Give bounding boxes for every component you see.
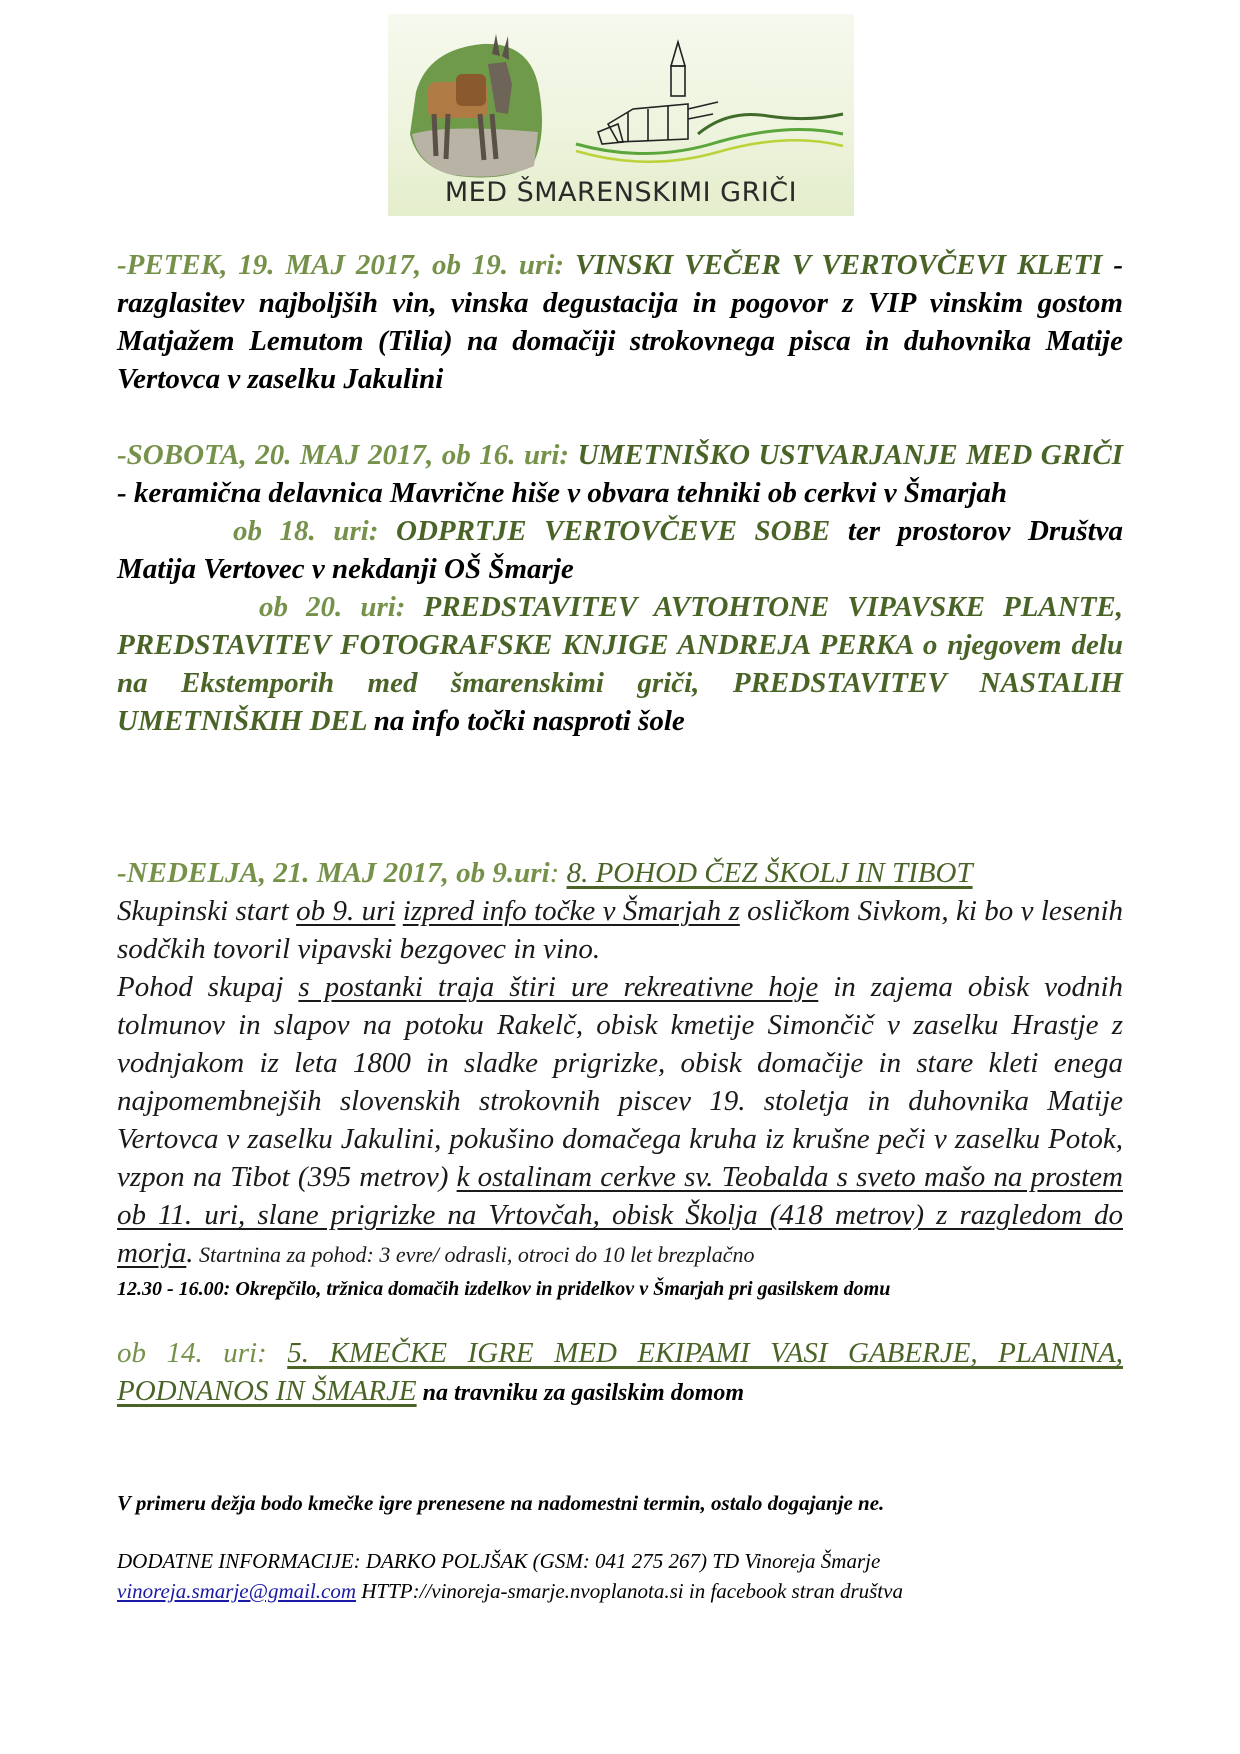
saturday-item3-title-a: PREDSTAVITEV AVTOHTONE VIPAVSKE PLANTE, PREDSTAVITEV FOTOGRAFSKE KNJIGE ANDREJA PERKA [117,591,1124,661]
start-donkey: osličkom Sivkom, ki bo v lesenih sodčkih tovoril vipavski bezgovec in vino. [117,895,1124,965]
sunday-hike-paragraph [117,968,1123,1274]
sunday-colon: : [549,857,560,889]
friday-paragraph [117,246,1123,398]
saturday-description: - keramična delavnica Mavrične hiše v obvara tehniki ob cerkvi v Šmarjah [117,477,1008,509]
event-logo [388,14,854,216]
saturday-item3-description: na info točki nasproti šole [373,705,685,737]
start-location: izpred info točke v Šmarjah z [402,895,740,927]
sunday-section [117,854,1123,1412]
saturday-paragraph-1 [117,436,1123,512]
hike-fee: Startnina za pohod: 3 evre/ odrasli, otroci do 10 let brezplačno [193,1242,755,1267]
sunday-date: -NEDELJA, 21. MAJ 2017, ob 9.uri [117,857,550,889]
sunday-start-paragraph [117,892,1123,968]
games-title: 5. KMEČKE IGRE MED EKIPAMI VASI GABERJE, PLANINA, PODNANOS IN ŠMARJE [117,1337,1124,1407]
logo-title: MED ŠMARENSKIMI GRIČI [444,177,798,208]
hike-duration: s postanki traja štiri ure rekreativne hoje [298,971,819,1003]
start-space [395,895,402,927]
donkey-photo-icon [410,34,542,178]
hike-period: . [186,1237,194,1269]
games-paragraph [117,1334,1123,1412]
friday-date: -PETEK, 19. MAJ 2017, ob 19. uri: [117,249,565,281]
friday-title: VINSKI VEČER V VERTOVČEVI KLETI [574,249,1103,281]
email-link[interactable]: vinoreja.smarje@gmail.com [117,1579,357,1603]
saturday-item2-time: ob 18. uri: [233,515,379,547]
games-place: na travniku za gasilskim domom [416,1380,745,1406]
saturday-item3-title-b: o njegovem delu na Ekstemporih med šmarenskimi griči, [117,629,1124,699]
saturday-item2-description: ter prostorov Društva Matija Vertovec v nekdanji OŠ Šmarje [117,515,1124,585]
hike-route: in zajema obisk vodnih tolmunov in slapov na potoku Rakelč, obisk kmetije Simončič v zaselku Hrastje z vodnjakom iz leta 1800 in sladke prigrizke, obisk domačije in stare kleti enega najpomembnejših slovenskih strokovnih piscev 19. stoletja in duhovnika Matije Vertovca v zaselku Jakulini, pokušino domačega kruha iz krušne peči v zaselku Potok, vzpon na Tibot (395 metrov) [117,971,1124,1193]
hike-intro: Pohod skupaj [117,971,299,1003]
hike-church-mass: k ostalinam cerkve sv. Teobalda s sveto mašo na prostem ob 11. uri, slane prigrizke na Vrtovčah, obisk Školja (418 metrov) z razgledom do morja [117,1161,1123,1269]
sunday-title: 8. POHOD ČEZ ŠKOLJ IN TIBOT [566,857,973,889]
rain-note: V primeru dežja bodo kmečke igre prenesene na nadomestni termin, ostalo dogajanje ne. [117,1491,885,1515]
saturday-paragraph-3 [117,588,1123,740]
friday-section [117,246,1123,398]
saturday-item2-title: ODPRTJE VERTOVČEVE SOBE [396,515,831,547]
footer-section [117,1488,1123,1606]
start-time: ob 9. uri [296,895,396,927]
games-time: ob 14. uri: [117,1337,267,1369]
website-text: HTTP://vinoreja-smarje.nvoplanota.si in facebook stran društva [356,1579,903,1603]
refreshments-line: 12.30 - 16.00: Okrepčilo, tržnica domačih izdelkov in pridelkov v Šmarjah pri gasilskem domu [117,1278,891,1300]
start-text: Skupinski start [117,895,297,927]
friday-description: - razglasitev najboljših vin, vinska degustacija in pogovor z VIP vinskim gostom Matjažem Lemutom (Tilia) na domačiji strokovnega pisca in duhovnika Matije Vertovca v zaselku Jakulini [117,249,1124,395]
saturday-section [117,436,1123,740]
contact-links [117,1576,1123,1606]
contact-info: DODATNE INFORMACIJE: DARKO POLJŠAK (GSM: 041 275 267) TD Vinoreja Šmarje [117,1549,881,1573]
saturday-item3-time: ob 20. uri: [259,591,406,623]
saturday-item3-title-c: PREDSTAVITEV NASTALIH UMETNIŠKIH DEL [117,667,1123,737]
church-village-drawing-icon [598,42,718,144]
saturday-paragraph-2 [117,512,1123,588]
saturday-date: -SOBOTA, 20. MAJ 2017, ob 16. uri: [117,439,570,471]
sunday-heading [117,854,1123,892]
saturday-title: UMETNIŠKO USTVARJANJE MED GRIČI [577,439,1123,471]
